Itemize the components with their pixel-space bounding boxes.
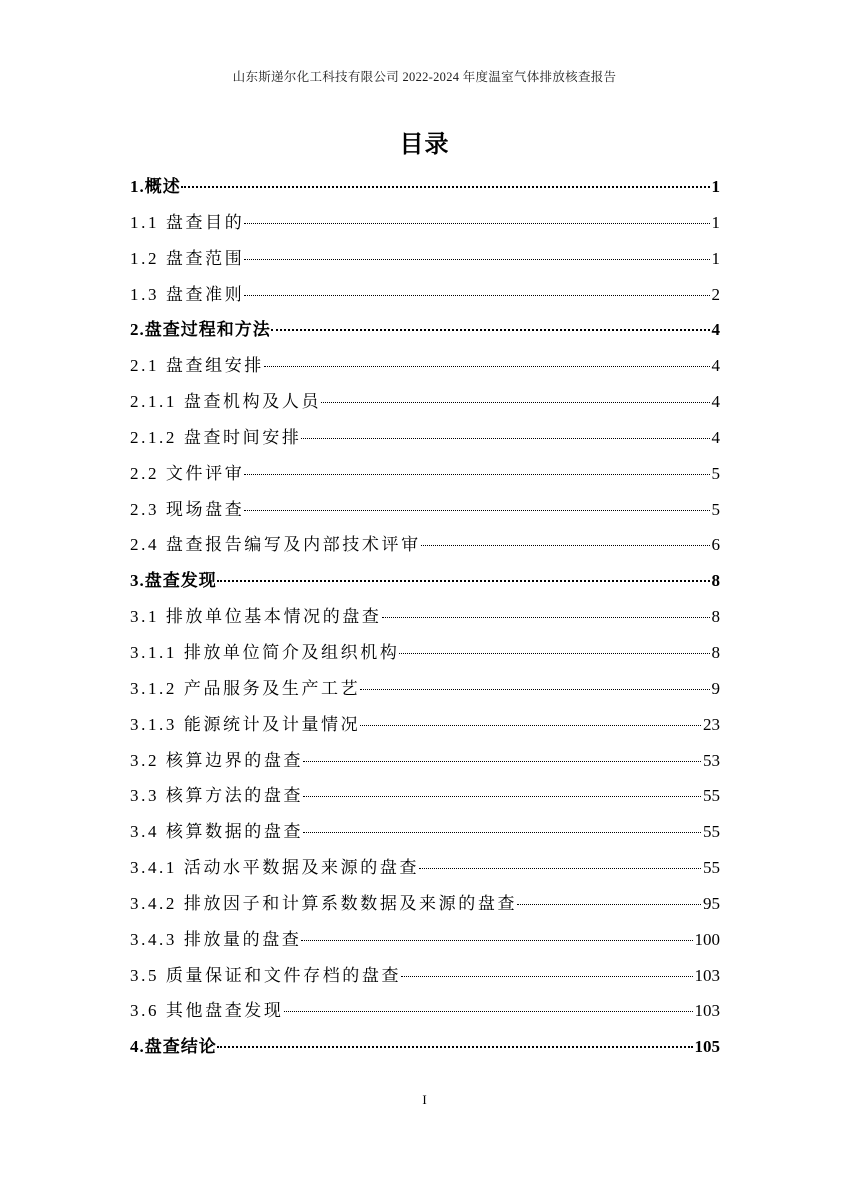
- toc-leader-dots: [301, 940, 692, 941]
- toc-entry-label: 2.1.2 盘查时间安排: [130, 427, 302, 447]
- toc-entry[interactable]: [130, 530, 720, 566]
- toc-entry-label: 2.1 盘查组安排: [130, 356, 264, 376]
- toc-leader-dots: [244, 223, 709, 224]
- toc-entry-label: 3.盘查发现: [130, 571, 217, 591]
- toc-entry-label: 3.4.3 排放量的盘查: [130, 929, 302, 949]
- toc-entry-page: 8: [711, 607, 720, 627]
- toc-entry-label: 3.1.1 排放单位简介及组织机构: [130, 642, 400, 662]
- toc-entry[interactable]: [130, 280, 720, 316]
- toc-leader-dots: [303, 832, 701, 833]
- toc-entry-page: 23: [703, 714, 720, 734]
- toc-entry[interactable]: [130, 387, 720, 423]
- toc-entry-label: 1.概述: [130, 177, 181, 196]
- toc-entry-label: 3.4.2 排放因子和计算系数数据及来源的盘查: [130, 893, 518, 913]
- toc-leader-dots: [284, 1011, 693, 1012]
- toc-entry-label: 3.4 核算数据的盘查: [130, 822, 304, 842]
- toc-leader-dots: [303, 761, 701, 762]
- toc-leader-dots: [244, 474, 709, 475]
- toc-entry[interactable]: [130, 925, 720, 961]
- toc-entry[interactable]: [130, 351, 720, 387]
- toc-entry-label: 1.1 盘查目的: [130, 212, 245, 232]
- toc-entry-page: 6: [711, 535, 720, 555]
- toc-entry-label: 3.2 核算边界的盘查: [130, 750, 304, 770]
- toc-leader-dots: [360, 725, 701, 726]
- toc-entry-label: 2.盘查过程和方法: [130, 320, 271, 340]
- table-of-contents: [130, 172, 720, 1068]
- toc-leader-dots: [217, 1046, 693, 1048]
- toc-leader-dots: [244, 259, 709, 260]
- toc-leader-dots: [181, 186, 710, 188]
- toc-entry[interactable]: [130, 602, 720, 638]
- toc-entry-page: 1: [711, 212, 720, 232]
- toc-entry-page: 9: [711, 678, 720, 698]
- toc-entry[interactable]: [130, 996, 720, 1032]
- toc-entry-page: 1: [711, 248, 720, 268]
- toc-entry-label: 2.2 文件评审: [130, 463, 245, 483]
- toc-entry[interactable]: [130, 1032, 720, 1068]
- toc-entry-page: 105: [694, 1037, 720, 1057]
- toc-entry-page: 5: [711, 463, 720, 483]
- toc-entry-page: 4: [711, 356, 720, 376]
- toc-leader-dots: [301, 438, 709, 439]
- toc-entry-page: 55: [703, 858, 720, 878]
- toc-entry-page: 4: [711, 320, 720, 340]
- toc-leader-dots: [264, 366, 710, 367]
- page-title: 目录: [399, 130, 450, 158]
- toc-entry-label: 2.1.1 盘查机构及人员: [130, 392, 322, 412]
- toc-leader-dots: [399, 653, 709, 654]
- toc-entry[interactable]: [130, 423, 720, 459]
- running-header: 山东斯递尔化工科技有限公司 2022-2024 年度温室气体排放核查报告: [232, 70, 617, 84]
- toc-leader-dots: [321, 402, 709, 403]
- toc-entry[interactable]: [130, 817, 720, 853]
- toc-entry-label: 1.3 盘查准则: [130, 284, 245, 304]
- toc-entry[interactable]: [130, 244, 720, 280]
- toc-entry-label: 3.1.2 产品服务及生产工艺: [130, 678, 361, 698]
- toc-entry-label: 4.盘查结论: [130, 1037, 217, 1057]
- toc-entry[interactable]: [130, 674, 720, 710]
- toc-entry[interactable]: [130, 889, 720, 925]
- toc-entry[interactable]: [130, 208, 720, 244]
- toc-entry-label: 3.1.3 能源统计及计量情况: [130, 714, 361, 734]
- toc-entry-label: 3.3 核算方法的盘查: [130, 786, 304, 806]
- toc-leader-dots: [421, 545, 710, 546]
- toc-entry-page: 53: [703, 750, 720, 770]
- toc-entry-label: 2.3 现场盘查: [130, 499, 245, 519]
- toc-entry-label: 3.4.1 活动水平数据及来源的盘查: [130, 858, 420, 878]
- toc-entry-page: 55: [703, 822, 720, 842]
- toc-entry[interactable]: [130, 172, 720, 208]
- toc-leader-dots: [244, 510, 709, 511]
- toc-entry-page: 4: [711, 392, 720, 412]
- toc-leader-dots: [517, 904, 701, 905]
- toc-leader-dots: [401, 976, 692, 977]
- toc-leader-dots: [360, 689, 709, 690]
- toc-entry-label: 2.4 盘查报告编写及内部技术评审: [130, 535, 421, 555]
- toc-leader-dots: [244, 295, 709, 296]
- toc-entry-page: 4: [711, 427, 720, 447]
- toc-entry[interactable]: [130, 961, 720, 997]
- toc-entry-page: 2: [711, 284, 720, 304]
- toc-entry[interactable]: [130, 781, 720, 817]
- toc-leader-dots: [271, 329, 710, 331]
- toc-leader-dots: [217, 580, 710, 582]
- toc-entry-label: 3.5 质量保证和文件存档的盘查: [130, 965, 402, 985]
- toc-leader-dots: [382, 617, 710, 618]
- toc-entry[interactable]: [130, 746, 720, 782]
- toc-entry[interactable]: [130, 459, 720, 495]
- toc-leader-dots: [419, 868, 701, 869]
- toc-entry-label: 3.6 其他盘查发现: [130, 1001, 284, 1021]
- toc-entry-page: 8: [711, 571, 720, 591]
- toc-entry-page: 95: [703, 893, 720, 913]
- toc-entry-page: 100: [694, 929, 720, 949]
- toc-entry-page: 55: [703, 786, 720, 806]
- toc-entry[interactable]: [130, 495, 720, 531]
- toc-entry-page: 5: [711, 499, 720, 519]
- page-number: I: [422, 1092, 427, 1107]
- toc-entry[interactable]: [130, 710, 720, 746]
- toc-entry-page: 8: [711, 642, 720, 662]
- toc-entry-page: 103: [694, 965, 720, 985]
- toc-entry[interactable]: [130, 566, 720, 602]
- toc-entry-page: 1: [711, 177, 720, 196]
- toc-entry[interactable]: [130, 638, 720, 674]
- toc-entry[interactable]: [130, 315, 720, 351]
- toc-entry-label: 1.2 盘查范围: [130, 248, 245, 268]
- toc-entry[interactable]: [130, 853, 720, 889]
- toc-entry-page: 103: [694, 1001, 720, 1021]
- toc-entry-label: 3.1 排放单位基本情况的盘查: [130, 607, 382, 627]
- toc-leader-dots: [303, 796, 701, 797]
